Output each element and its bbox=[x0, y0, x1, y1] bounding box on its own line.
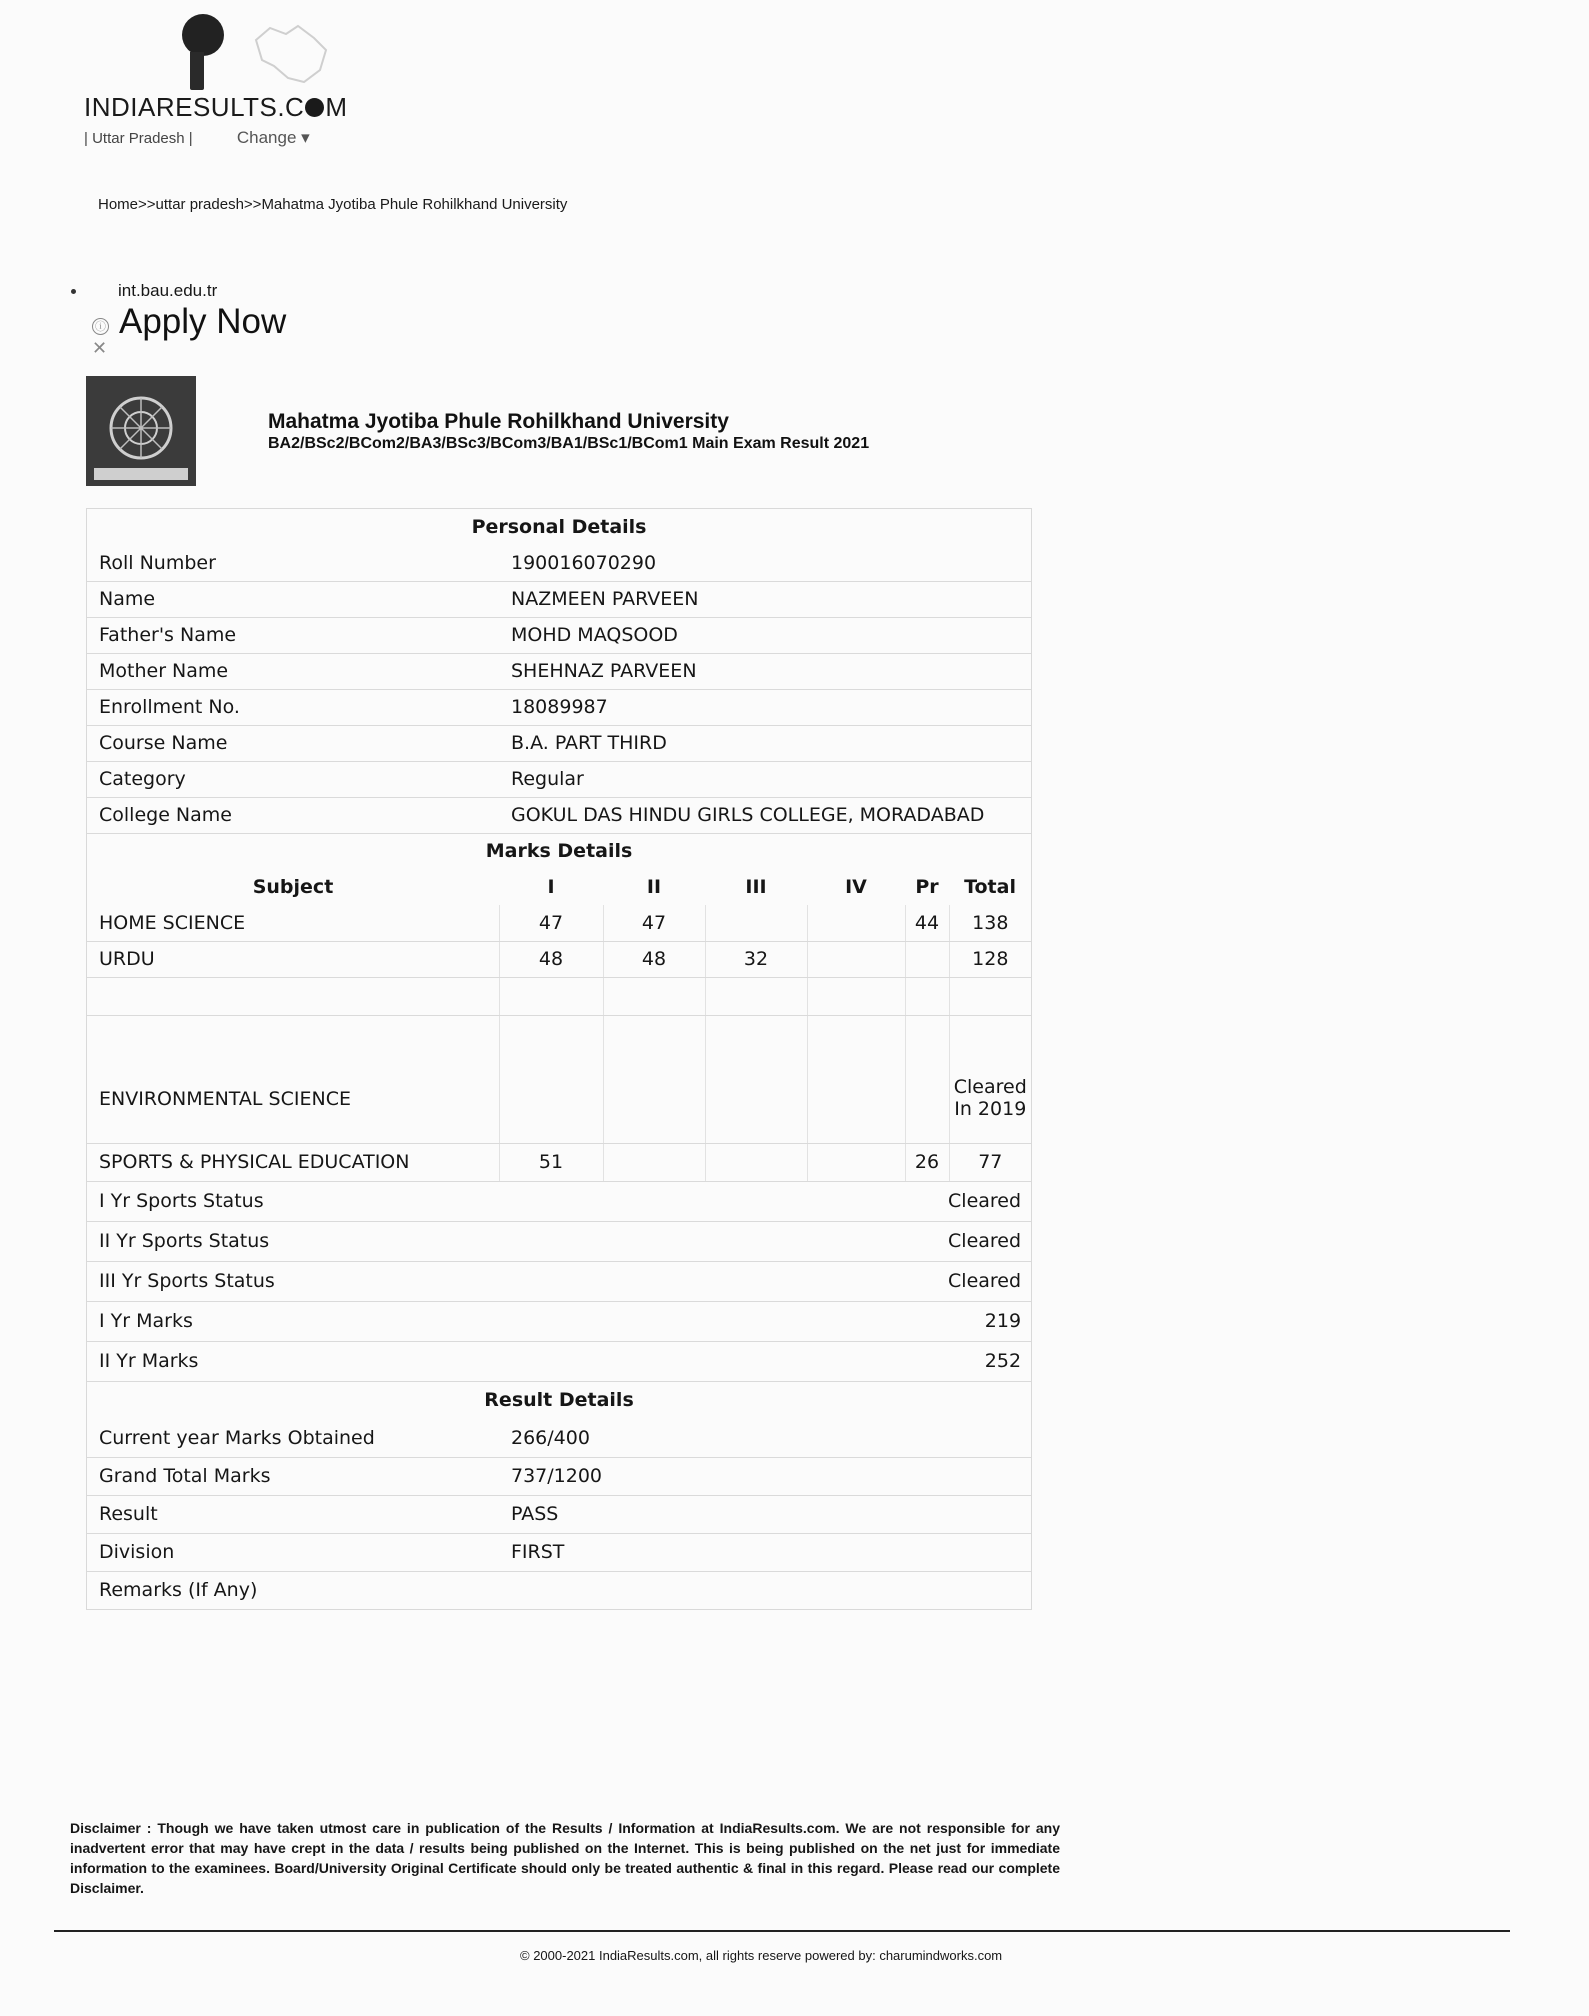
subject-row bbox=[87, 941, 1031, 977]
subject-name: ENVIRONMENTAL SCIENCE bbox=[87, 1015, 499, 1143]
mark-iii bbox=[705, 1015, 807, 1143]
col-ii: II bbox=[646, 876, 662, 898]
status-row bbox=[87, 1261, 1031, 1301]
personal-row bbox=[87, 725, 1031, 761]
personal-details-heading: Personal Details bbox=[471, 516, 647, 538]
ad-bullet bbox=[71, 289, 76, 294]
change-state-dropdown[interactable]: Change ▾ bbox=[236, 128, 310, 147]
status-label: II Yr Sports Status bbox=[87, 1221, 499, 1261]
personal-row bbox=[87, 653, 1031, 689]
personal-value: MOHD MAQSOOD bbox=[499, 617, 1031, 653]
result-value: 266/400 bbox=[499, 1419, 1031, 1457]
mark-i: 48 bbox=[499, 941, 603, 977]
marks-details-heading: Marks Details bbox=[485, 840, 633, 863]
result-row bbox=[87, 1495, 1031, 1533]
personal-value: NAZMEEN PARVEEN bbox=[499, 581, 1031, 617]
ad-apply-now-link[interactable]: Apply Now bbox=[119, 302, 287, 341]
personal-label: Enrollment No. bbox=[87, 689, 499, 725]
ad-info-icon[interactable]: ⓘ bbox=[92, 318, 109, 335]
mark-iv bbox=[807, 1015, 905, 1143]
blank-row bbox=[87, 977, 1031, 1015]
mark-iii bbox=[705, 905, 807, 941]
mark-iii bbox=[705, 1143, 807, 1181]
personal-label: Mother Name bbox=[87, 653, 499, 689]
mark-i: 51 bbox=[499, 1143, 603, 1181]
exam-title: BA2/BSc2/BCom2/BA3/BSc3/BCom3/BA1/BSc1/BCom1 Main Exam Result 2021 bbox=[268, 435, 870, 452]
site-logo-stem bbox=[190, 52, 204, 90]
copyright-text[interactable]: © 2000-2021 IndiaResults.com, all rights reserve powered by: charumindworks.com bbox=[520, 1948, 1003, 1963]
mark-total: Cleared In 2019 bbox=[949, 1015, 1031, 1143]
col-iii: III bbox=[745, 876, 767, 898]
subject-name: SPORTS & PHYSICAL EDUCATION bbox=[87, 1143, 499, 1181]
status-row bbox=[87, 1301, 1031, 1341]
subject-row bbox=[87, 1143, 1031, 1181]
status-value: Cleared bbox=[499, 1261, 1031, 1301]
result-label: Current year Marks Obtained bbox=[87, 1419, 499, 1457]
result-value bbox=[499, 1571, 1031, 1609]
subject-name: HOME SCIENCE bbox=[87, 905, 499, 941]
subject-row bbox=[87, 1015, 1031, 1143]
result-value: 737/1200 bbox=[499, 1457, 1031, 1495]
marks-header-row bbox=[87, 869, 1031, 905]
state-selector bbox=[84, 128, 310, 148]
personal-label: College Name bbox=[87, 797, 499, 833]
mark-i: 47 bbox=[499, 905, 603, 941]
mark-pr: 26 bbox=[905, 1143, 949, 1181]
personal-label: Father's Name bbox=[87, 617, 499, 653]
result-label: Remarks (If Any) bbox=[99, 1579, 258, 1602]
status-label: III Yr Sports Status bbox=[87, 1261, 499, 1301]
site-name[interactable]: INDIARESULTS.C M bbox=[84, 92, 348, 122]
breadcrumb[interactable]: Home>>uttar pradesh>>Mahatma Jyotiba Phule Rohilkhand University bbox=[98, 196, 568, 213]
mark-iv bbox=[807, 941, 905, 977]
result-value: FIRST bbox=[499, 1533, 1031, 1571]
mark-pr bbox=[905, 941, 949, 977]
status-value: 219 bbox=[499, 1301, 1031, 1341]
mark-pr bbox=[905, 1015, 949, 1143]
ad-close-icon[interactable]: ✕ bbox=[92, 338, 108, 359]
result-row bbox=[87, 1457, 1031, 1495]
personal-value: 18089987 bbox=[499, 689, 1031, 725]
status-label: II Yr Marks bbox=[87, 1341, 499, 1381]
status-row bbox=[87, 1181, 1031, 1221]
result-value: PASS bbox=[499, 1495, 1031, 1533]
col-subject: Subject bbox=[252, 876, 334, 898]
status-row bbox=[87, 1221, 1031, 1261]
result-row bbox=[87, 1419, 1031, 1457]
result-row bbox=[87, 1533, 1031, 1571]
disclaimer-text[interactable]: Disclaimer : Though we have taken utmost care in publication of the Results / Information at IndiaResults.com. We are not responsible for any inadvertent error that may have crept in the data / results being published on the Internet. This is being published on the net just for immediate information to the examinees. Board/University Original Certificate should only be treated authentic & final in this regard. Please read our complete Disclaimer. bbox=[70, 1820, 1060, 1896]
status-row bbox=[87, 1341, 1031, 1381]
personal-value: GOKUL DAS HINDU GIRLS COLLEGE, MORADABAD bbox=[499, 797, 1031, 833]
personal-value: B.A. PART THIRD bbox=[499, 725, 1031, 761]
personal-label: Category bbox=[87, 761, 499, 797]
mark-ii bbox=[603, 1143, 705, 1181]
status-value: Cleared bbox=[499, 1181, 1031, 1221]
personal-row bbox=[87, 617, 1031, 653]
personal-label: Roll Number bbox=[87, 545, 499, 581]
result-label: Division bbox=[87, 1533, 499, 1571]
subject-row bbox=[87, 905, 1031, 941]
personal-row bbox=[87, 545, 1031, 581]
mark-iv bbox=[807, 1143, 905, 1181]
ad-url[interactable]: int.bau.edu.tr bbox=[118, 281, 218, 300]
personal-value: Regular bbox=[499, 761, 1031, 797]
result-details-heading: Result Details bbox=[484, 1389, 634, 1412]
personal-row bbox=[87, 689, 1031, 725]
status-value: 252 bbox=[499, 1341, 1031, 1381]
logo-o-icon bbox=[305, 98, 324, 117]
mark-ii: 48 bbox=[603, 941, 705, 977]
mark-ii bbox=[603, 1015, 705, 1143]
mark-i bbox=[499, 1015, 603, 1143]
col-i: I bbox=[547, 876, 555, 898]
mark-iii: 32 bbox=[705, 941, 807, 977]
result-label: Grand Total Marks bbox=[87, 1457, 499, 1495]
result-table bbox=[86, 508, 1032, 1610]
col-total: Total bbox=[964, 876, 1016, 898]
personal-label: Name bbox=[87, 581, 499, 617]
personal-value: 190016070290 bbox=[499, 545, 1031, 581]
mark-total: 128 bbox=[949, 941, 1031, 977]
university-emblem-icon bbox=[86, 376, 196, 486]
mark-ii: 47 bbox=[603, 905, 705, 941]
personal-label: Course Name bbox=[87, 725, 499, 761]
mark-total: 138 bbox=[949, 905, 1031, 941]
site-logo-icon[interactable] bbox=[182, 14, 224, 56]
personal-row bbox=[87, 797, 1031, 833]
personal-row bbox=[87, 581, 1031, 617]
mark-pr: 44 bbox=[905, 905, 949, 941]
subject-name: URDU bbox=[87, 941, 499, 977]
state-label: | Uttar Pradesh | bbox=[84, 130, 193, 147]
col-pr: Pr bbox=[915, 876, 939, 898]
status-label: I Yr Marks bbox=[87, 1301, 499, 1341]
status-label: I Yr Sports Status bbox=[87, 1181, 499, 1221]
personal-value: SHEHNAZ PARVEEN bbox=[499, 653, 1031, 689]
result-row bbox=[87, 1571, 1031, 1609]
university-name: Mahatma Jyotiba Phule Rohilkhand University bbox=[268, 410, 729, 433]
result-label: Result bbox=[87, 1495, 499, 1533]
mark-iv bbox=[807, 905, 905, 941]
col-iv: IV bbox=[845, 876, 867, 898]
uttar-pradesh-map-icon bbox=[252, 20, 332, 90]
mark-total: 77 bbox=[949, 1143, 1031, 1181]
personal-row bbox=[87, 761, 1031, 797]
footer-divider bbox=[54, 1930, 1510, 1932]
status-value: Cleared bbox=[499, 1221, 1031, 1261]
